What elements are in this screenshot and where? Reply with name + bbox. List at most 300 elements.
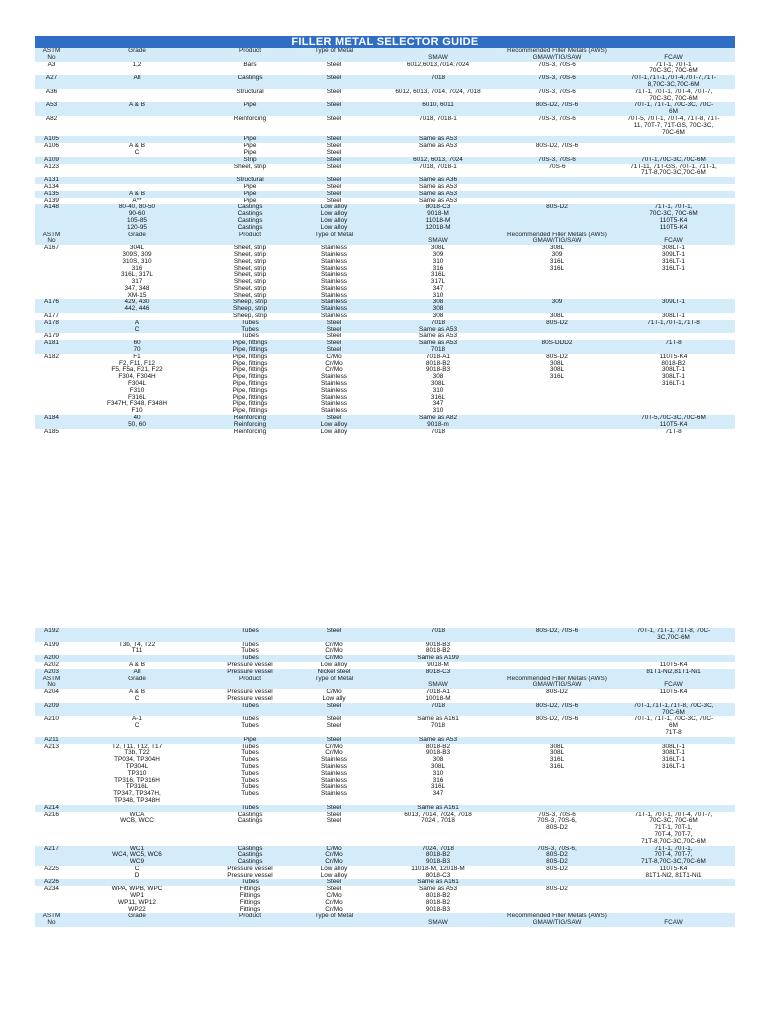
cell-metal-type: C/Mo Low ally (322, 689, 346, 702)
cell-product: Pipe, fittings Pipe, fittings (206, 340, 294, 354)
cell-metal-type: Steel (294, 191, 374, 198)
cell-grade: A & B (68, 102, 206, 116)
cell-astm-no: A53 (35, 102, 68, 116)
cell-smaw: 7018 (374, 75, 502, 89)
header-product: Product (206, 676, 294, 690)
cell-gmaw-tig-saw (502, 655, 612, 662)
cell-smaw: 7018 (430, 428, 446, 435)
cell-product: Tubes Tubes (206, 320, 294, 334)
cell-smaw: Same as A53 (418, 197, 457, 204)
cell-metal-type: Steel Low alloy (294, 415, 374, 429)
cell-product: Pipe Pipe (243, 143, 257, 156)
cell-grade: WCA WCB, WCC (120, 811, 154, 825)
cell-gmaw-tig-saw: 80S-DDD2 (502, 340, 612, 354)
table-row (35, 655, 735, 662)
cell-astm-no: A182 (44, 353, 59, 360)
cell-metal-type: Cr/Mo Cr/Mo (325, 641, 343, 655)
table-body-2 (35, 628, 735, 927)
cell-smaw: 8018-C3 (374, 669, 502, 676)
cell-gmaw-tig-saw: 308L 308L 316L 316L (549, 743, 565, 770)
cell-fcaw: 70T-5, 70T-1, 70T-4, 71T-8, 71T- 11, 70T-7, 71T-GS, 70C-3C, 70C-6M (627, 115, 720, 136)
table-row (35, 744, 735, 805)
cell-metal-type: Steel (326, 61, 342, 68)
cell-gmaw-tig-saw: 70S-3, 70S-6, 80S-D2 80S-D2 (502, 846, 612, 866)
cell-astm-no: A184 (35, 415, 68, 429)
cell-astm-no: A135 (35, 191, 68, 198)
cell-astm-no: A185 (44, 428, 59, 435)
cell-metal-type: Low alloy Low alloy (320, 865, 348, 879)
table-row (35, 204, 735, 231)
cell-fcaw (612, 177, 735, 184)
cell-fcaw: 71T-1, 70T-1, 70T-4, 70T-7, 70C-3C, 70C-6M 71T-1, 70T-1, 70T-4, 70T-7, 71T-8,70C-3C,70C-6M (634, 811, 713, 845)
cell-astm-no: A214 (35, 805, 68, 812)
cell-product: Castings (206, 75, 294, 89)
cell-fcaw (612, 198, 735, 205)
cell-gmaw-tig-saw: 308L 309 316L 316L (549, 245, 565, 272)
cell-metal-type: Steel Steel (326, 811, 342, 825)
cell-metal-type: Stainless Stainless Stainless Stainless Stainless Stainless Stainless Stainless (321, 245, 347, 299)
cell-grade: A & B (129, 661, 145, 668)
filler-table-part-2 (35, 628, 735, 927)
cell-metal-type: Steel C/Mo Cr/Mo Cr/Mo (325, 886, 343, 913)
table-row (35, 191, 735, 198)
cell-gmaw-tig-saw: 70S-3, 70S-6 (502, 75, 612, 89)
cell-product: Pressure vessel Pressure vessel (227, 689, 273, 702)
cell-grade: 1,2 (132, 61, 142, 68)
cell-grade: 60 70 (68, 340, 206, 354)
cell-astm-no: A106 (44, 143, 59, 150)
cell-fcaw (612, 886, 735, 913)
table-row (35, 75, 735, 89)
cell-grade: WPA, WPB, WPC WP1 WP11, WP12 WP22 (111, 886, 163, 913)
cell-gmaw-tig-saw (502, 184, 612, 191)
cell-gmaw-tig-saw (502, 333, 612, 340)
cell-product: Tubes (206, 703, 294, 717)
cell-product: Pipe (206, 191, 294, 198)
cell-gmaw-tig-saw: 80S-D2 (546, 689, 568, 696)
cell-product: Castings Castings Castings (206, 846, 294, 866)
header-product: Product (206, 913, 294, 927)
table-row (35, 415, 735, 429)
cell-product: Reinforcing (233, 428, 267, 435)
cell-metal-type: Steel (326, 333, 342, 340)
cell-fcaw (612, 655, 735, 662)
cell-product: Tubes (206, 879, 294, 886)
cell-astm-no: A134 (44, 183, 59, 190)
header-product: Product (206, 48, 294, 62)
cell-gmaw-tig-saw: 70S-3, 70S-6 (538, 88, 576, 95)
header-fcaw: FCAW (612, 48, 735, 62)
cell-grade (68, 164, 206, 178)
cell-metal-type: Steel (294, 628, 374, 642)
cell-fcaw (612, 184, 735, 191)
cell-metal-type: Low alloy (320, 428, 348, 435)
cell-astm-no: A105 (35, 136, 68, 143)
table-header-row (35, 676, 735, 690)
cell-metal-type: Steel (326, 183, 342, 190)
header-metal-type: Type of Metal (294, 913, 374, 927)
header-gmaw-tig-saw: Recommended Filler Metals (AWS) GMAW/TIG/SAW (502, 913, 612, 927)
filler-table-part-1 (35, 48, 735, 435)
cell-fcaw: 71T-8 (665, 428, 682, 435)
cell-product: Tubes Tubes (241, 716, 259, 730)
cell-astm-no: A226 (35, 879, 68, 886)
cell-smaw: 9018-M (427, 661, 449, 668)
cell-grade (68, 805, 206, 812)
cell-fcaw: 308LT-1 308LT-1 316LT-1 316LT-1 (662, 743, 685, 770)
cell-gmaw-tig-saw (502, 879, 612, 886)
cell-astm-no: A225 (44, 865, 59, 872)
cell-smaw: 11018-M, 12018-M 8018-C3 (411, 865, 465, 879)
cell-product: Fittings Fittings Fittings Fittings (239, 886, 261, 913)
table-body-1 (35, 48, 735, 435)
cell-metal-type: Cr/Mo Cr/Mo Stainless Stainless Stainless Stainless Stainless Stainless (321, 743, 347, 798)
cell-fcaw: 308LT-1 309LT-1 316LT-1 316LT-1 (662, 245, 685, 272)
cell-product: Bars (243, 61, 257, 68)
cell-smaw: Same as A53 (374, 737, 502, 744)
table-row (35, 662, 735, 669)
cell-grade (68, 177, 206, 184)
cell-grade (68, 89, 206, 103)
cell-fcaw (612, 143, 735, 157)
cell-gmaw-tig-saw: 308L (549, 313, 565, 320)
cell-fcaw: 71T-1, 70T-1, 70C-3C, 70C-6M 110T5-K4 110T5-K4 (612, 204, 735, 231)
cell-astm-no: A211 (35, 737, 68, 744)
cell-grade: 40 50, 60 (68, 415, 206, 429)
cell-smaw: 8018-B2 9018-B3 308 308L 310 316 316L 347 (425, 743, 451, 798)
cell-astm-no: A148 (35, 204, 68, 231)
cell-product: Pipe (206, 737, 294, 744)
cell-gmaw-tig-saw: 80S-D2 (502, 204, 612, 231)
cell-grade (68, 313, 206, 320)
header-astm-no: ASTM No (35, 676, 68, 690)
cell-metal-type: Steel (294, 879, 374, 886)
cell-metal-type: Steel Steel (294, 340, 374, 354)
cell-fcaw (612, 191, 735, 198)
table-row (35, 333, 735, 340)
cell-gmaw-tig-saw: 80S-D2 (546, 886, 568, 893)
cell-fcaw (612, 805, 735, 812)
cell-gmaw-tig-saw: 80S-D2, 70S-6 (535, 716, 579, 723)
cell-gmaw-tig-saw: 70S-3, 70S-6 70S-3, 70S-6, 80S-D2 (537, 811, 577, 832)
cell-grade (68, 157, 206, 164)
cell-gmaw-tig-saw: 80S-D2, 70S-6 (502, 102, 612, 116)
cell-gmaw-tig-saw: 80S-D2 (502, 320, 612, 334)
cell-metal-type: Steel Steel (294, 320, 374, 334)
cell-smaw: 6012, 6013, 7024 (374, 157, 502, 164)
cell-product: Reinforcing (233, 115, 267, 122)
cell-gmaw-tig-saw (502, 737, 612, 744)
cell-gmaw-tig-saw: 80S-D2, 70S-6 (502, 703, 612, 717)
cell-grade: A & B C (129, 143, 145, 156)
table-row (35, 716, 735, 736)
cell-gmaw-tig-saw: 70S-3, 70S-6 (502, 157, 612, 164)
cell-astm-no: A217 (35, 846, 68, 866)
cell-metal-type: Steel (294, 157, 374, 164)
cell-metal-type: Steel (326, 197, 342, 204)
table-row (35, 805, 735, 812)
header-fcaw: FCAW (612, 913, 735, 927)
cell-fcaw: 71T-1, 70T-1 70C-3C, 70C-6M (649, 61, 698, 75)
cell-smaw: Same as A53 8018-B2 8018-B2 9018-B3 (418, 886, 457, 913)
cell-product: Sheep, strip Sheep, strip (206, 299, 294, 313)
cell-gmaw-tig-saw: 70S-3, 70S-6 (538, 115, 576, 122)
cell-metal-type: C/Mo Cr/Mo Cr/Mo (294, 846, 374, 866)
cell-grade (68, 184, 206, 191)
cell-grade (68, 628, 206, 642)
table-row (35, 89, 735, 103)
cell-metal-type: Steel (294, 102, 374, 116)
cell-astm-no: A203 (35, 669, 68, 676)
table-row (35, 136, 735, 143)
cell-metal-type: Steel (294, 75, 374, 89)
cell-smaw: Same as A161 (374, 879, 502, 886)
header-metal-type: Type of Metal (294, 676, 374, 690)
cell-smaw: Same as A36 (374, 177, 502, 184)
cell-astm-no: A202 (44, 661, 59, 668)
cell-grade (68, 333, 206, 340)
cell-smaw: 6012,6013,7014,7024 (406, 61, 470, 68)
table-row (35, 164, 735, 178)
cell-metal-type: Steel Steel (326, 716, 342, 730)
cell-metal-type: Steel (294, 136, 374, 143)
cell-smaw: 6010, 6011 (374, 102, 502, 116)
table-row (35, 669, 735, 676)
cell-fcaw: 308LT-1 (662, 313, 685, 320)
header-grade: Grade (68, 232, 206, 246)
header-metal-type: Type of Metal (294, 232, 374, 246)
cell-grade: WC1 WC4, WC5, WC6 WC9 (68, 846, 206, 866)
cell-product: Tubes (206, 805, 294, 812)
cell-astm-no: A27 (35, 75, 68, 89)
cell-astm-no: A179 (44, 333, 59, 340)
table-row (35, 320, 735, 334)
cell-smaw: 6012, 6013, 7014, 7024, 7018 (395, 88, 481, 95)
cell-fcaw: 110T5-K4 8018-B2 308LT-1 308LT-1 316LT-1 (659, 353, 688, 388)
cell-product: Pipe, fittings Pipe, fittings Pipe, fittings Pipe, fittings Pipe, fittings Pipe, fittings Pipe, fittings Pipe, fittings Pipe, fittings (232, 353, 268, 415)
cell-product: Sheep, strip (232, 313, 268, 320)
cell-metal-type: Steel (294, 737, 374, 744)
sheet-title: FILLER METAL SELECTOR GUIDE (35, 36, 735, 48)
cell-smaw: Same as A53 (418, 143, 457, 150)
cell-product: Pipe (243, 183, 257, 190)
cell-smaw: 7018 (374, 628, 502, 642)
cell-product: Pipe (206, 102, 294, 116)
cell-smaw: Same as A53 (418, 333, 457, 340)
cell-metal-type: Nickel steel (294, 669, 374, 676)
table-row (35, 143, 735, 157)
table-row (35, 689, 735, 703)
table-row (35, 299, 735, 313)
cell-fcaw (612, 333, 735, 340)
cell-gmaw-tig-saw (502, 136, 612, 143)
cell-astm-no: A167 (44, 245, 59, 252)
cell-fcaw (612, 136, 735, 143)
cell-smaw: Same as A53 7018 (374, 340, 502, 354)
cell-metal-type: Stainless Stainless (294, 299, 374, 313)
cell-astm-no: A192 (35, 628, 68, 642)
header-smaw: SMAW (374, 676, 502, 690)
table-row (35, 184, 735, 191)
cell-astm-no: A204 (44, 689, 59, 696)
header-fcaw: FCAW (612, 676, 735, 690)
cell-product: Reinforcing Reinforcing (206, 415, 294, 429)
cell-astm-no: A234 (44, 886, 59, 893)
cell-product: Tubes (206, 655, 294, 662)
header-astm-no: ASTM No (35, 913, 68, 927)
cell-product: Pipe (243, 197, 257, 204)
table-row (35, 737, 735, 744)
cell-astm-no: A181 (35, 340, 68, 354)
cell-metal-type: C/Mo Cr/Mo Cr/Mo Stainless Stainless Stainless Stainless Stainless Stainless (321, 353, 347, 415)
cell-grade: C D (134, 865, 140, 879)
table-row (35, 313, 735, 320)
cell-astm-no: A82 (45, 115, 58, 122)
cell-fcaw: 110T5-K4 (659, 661, 688, 668)
cell-fcaw: 81T1-Ni2,81T1-Ni1 (612, 669, 735, 676)
cell-fcaw: 309LT-1 (612, 299, 735, 313)
cell-fcaw: 70T-1,71T-1,71T-8, 70C-3C, 70C-6M (612, 703, 735, 717)
cell-product: Tubes (241, 333, 259, 340)
table-header-row (35, 48, 735, 62)
cell-grade: A** (132, 197, 142, 204)
cell-metal-type: Steel (294, 703, 374, 717)
cell-smaw: Same as A199 (374, 655, 502, 662)
cell-gmaw-tig-saw (502, 805, 612, 812)
cell-gmaw-tig-saw: 70S-3, 70S-6 (538, 61, 576, 68)
cell-gmaw-tig-saw (502, 198, 612, 205)
cell-smaw: 308 308 (374, 299, 502, 313)
cell-astm-no: A209 (35, 703, 68, 717)
cell-fcaw: 70T-1,70C-3C,70C-6M (612, 157, 735, 164)
cell-smaw: 8018-C3 9018-M 11018-M 12018-M (374, 204, 502, 231)
table-row (35, 886, 735, 913)
header-gmaw-tig-saw: Recommended Filler Metals (AWS) GMAW/TIG/SAW (502, 48, 612, 62)
table-row (35, 62, 735, 76)
table-row (35, 198, 735, 205)
header-grade: Grade (68, 676, 206, 690)
cell-fcaw (612, 737, 735, 744)
cell-product: Structural (236, 88, 264, 95)
cell-smaw: 7018, 7018-1 (419, 115, 457, 122)
cell-grade: 80-40, 80-50 90-60 105-85 120-95 (68, 204, 206, 231)
cell-grade: A C (68, 320, 206, 334)
cell-grade: A-1 C (132, 716, 142, 730)
cell-product: Castings Castings (237, 811, 263, 825)
cell-fcaw: 70T-1, 71T-1, 71T-8, 70C- 3C,70C-6M (612, 628, 735, 642)
cell-product: Tubes Tubes Tubes Tubes Tubes Tubes Tubes Tubes (241, 743, 259, 798)
header-astm-no: ASTM No (35, 48, 68, 62)
cell-fcaw: 71T-11, 71T-GS, 70T-1, 71T-1, 71T-8,70C-3C,70C-6M (630, 163, 717, 177)
cell-astm-no: A36 (45, 88, 58, 95)
cell-grade: A & B (68, 191, 206, 198)
cell-grade (68, 429, 206, 436)
cell-fcaw: 71T-8 (612, 340, 735, 354)
cell-product: Pressure vessel (227, 661, 273, 668)
cell-fcaw (612, 642, 735, 656)
cell-fcaw: 71T-1, 70T-1, 70T-4, 70T-7, 70C-3C, 70C-6M (634, 88, 713, 102)
table-row (35, 879, 735, 886)
cell-fcaw: 70T-1,71T-1,70T-4,70T-7,71T- 8,70C-3C,70C-6M (612, 75, 735, 89)
cell-fcaw: 71T-1,70T-1,71T-8 (612, 320, 735, 334)
header-gmaw-tig-saw: Recommended Filler Metals (AWS) GMAW/TIG/SAW (502, 676, 612, 690)
cell-astm-no: A216 (44, 811, 59, 818)
cell-grade (68, 136, 206, 143)
header-grade: Grade (68, 48, 206, 62)
cell-fcaw: 71T-1, 70T-1, 70T-4, 70T-7, 71T-8,70C-3C,70C-6M (612, 846, 735, 866)
cell-gmaw-tig-saw: 80S-D2, 70S-6 (502, 628, 612, 642)
cell-smaw: 7018 (374, 703, 502, 717)
cell-smaw: Same as A53 (374, 136, 502, 143)
cell-astm-no: A210 (44, 716, 59, 723)
table-header-row (35, 913, 735, 927)
cell-astm-no: A199 (44, 641, 59, 648)
header-astm-no: ASTM No (35, 232, 68, 246)
cell-metal-type: Steel (326, 88, 342, 95)
cell-product: Tubes (206, 628, 294, 642)
cell-gmaw-tig-saw (502, 669, 612, 676)
cell-smaw: Same as A161 7018 (417, 716, 459, 730)
cell-fcaw: 110T5-K4 (659, 689, 688, 696)
table-row (35, 116, 735, 136)
cell-metal-type: Steel Steel (326, 143, 342, 156)
cell-grade: All (68, 669, 206, 676)
cell-gmaw-tig-saw: 309 (502, 299, 612, 313)
cell-smaw: 6013, 7014, 7024, 7018 7024 , 7018 (404, 811, 472, 825)
cell-fcaw: 70T-1, 71T-1, 70C-3C, 70C- 6M (612, 102, 735, 116)
cell-astm-no: A139 (44, 197, 59, 204)
cell-product: Tubes Tubes (241, 641, 259, 655)
cell-gmaw-tig-saw: 70S-6 (548, 163, 566, 170)
cell-smaw: 7024, 7018 8018-B2 9018-B3 (374, 846, 502, 866)
header-smaw: SMAW (374, 48, 502, 62)
cell-gmaw-tig-saw (502, 177, 612, 184)
table-row (35, 102, 735, 116)
cell-gmaw-tig-saw: 80S-D2 308L 308L 316L (546, 353, 568, 381)
cell-astm-no: A213 (44, 743, 59, 750)
cell-smaw: 7018-A1 10018-M (425, 689, 451, 702)
cell-metal-type: Steel (326, 163, 342, 170)
cell-astm-no: A109 (35, 157, 68, 164)
cell-grade (68, 655, 206, 662)
cell-smaw: Same as A53 (418, 183, 457, 190)
cell-astm-no: A3 (47, 61, 56, 68)
header-gmaw-tig-saw: Recommended Filler Metals (AWS) GMAW/TIG/SAW (502, 232, 612, 246)
cell-product: Structural (206, 177, 294, 184)
cell-product: Strip (206, 157, 294, 164)
cell-grade: T3b, T4, T22 T11 (118, 641, 156, 655)
cell-product: Pipe (206, 136, 294, 143)
cell-grade: 304L 309S, 309 310S, 310 316 316L, 317L 317 347, 348 XM-15 (121, 245, 153, 299)
cell-metal-type: Steel (326, 115, 342, 122)
table-row (35, 628, 735, 642)
cell-smaw: 7018, 7018-1 (419, 163, 457, 170)
header-product: Product (206, 232, 294, 246)
table-row (35, 429, 735, 436)
cell-smaw: 7018 Same as A53 (374, 320, 502, 334)
cell-smaw: 308 (432, 313, 444, 320)
cell-metal-type: Low alloy Low alloy Low alloy Low alloy (294, 204, 374, 231)
cell-gmaw-tig-saw (502, 662, 612, 669)
cell-astm-no: A176 (35, 299, 68, 313)
table-row (35, 846, 735, 866)
table-row (35, 812, 735, 846)
cell-grade: F1 F2, F11, F12 F5, F5a, F21, F22 F304, F304H F304L F310 F316L F347H, F348, F348H F10 (106, 353, 168, 415)
cell-smaw: 9018-B3 8018-B2 (425, 641, 451, 655)
cell-gmaw-tig-saw (502, 429, 612, 436)
cell-fcaw: 70T-5,70C-3C,70C-6M 110T5-K4 (612, 415, 735, 429)
header-metal-type: Type of Metal (294, 48, 374, 62)
